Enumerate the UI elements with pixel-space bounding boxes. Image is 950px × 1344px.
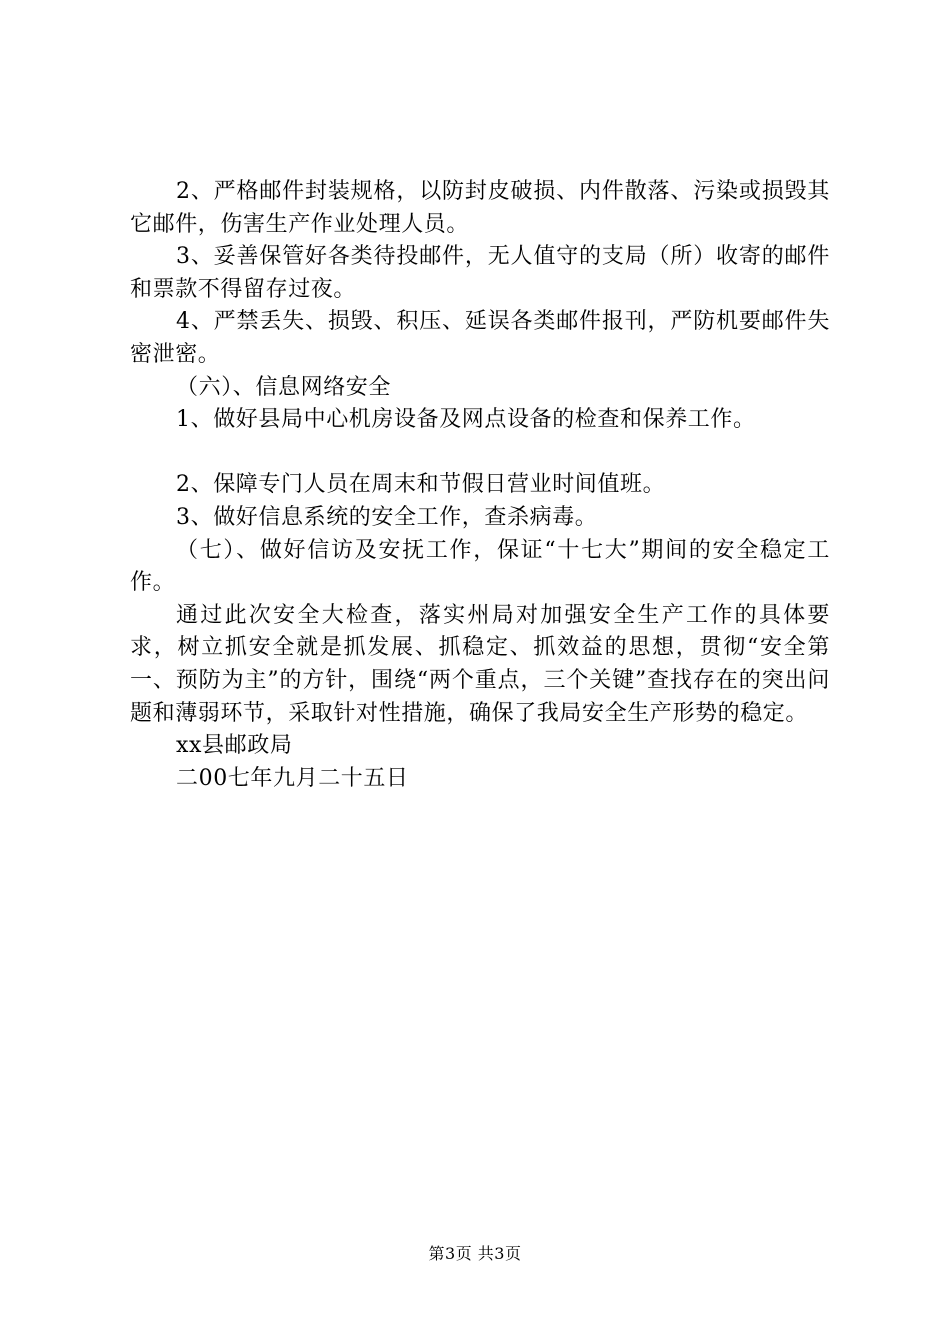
paragraph-item-6-3: 3、做好信息系统的安全工作，查杀病毒。 [176, 504, 598, 530]
signature-organization: xx县邮政局 [176, 733, 293, 759]
paragraph-item-3: 3、妥善保管好各类待投邮件，无人值守的支局（所）收寄的邮件和票款不得留存过夜。 [130, 244, 830, 302]
section-heading-7: （七）、做好信访及安抚工作，保证“十七大”期间的安全稳定工作。 [130, 537, 830, 596]
page-footer: 第3页 共3页 [428, 1244, 522, 1263]
paragraph-item-6-2: 2、保障专门人员在周末和节假日营业时间值班。 [176, 472, 666, 498]
paragraph-item-2: 2、严格邮件封装规格，以防封皮破损、内件散落、污染或损毁其它邮件，伤害生产作业处理人员。 [130, 179, 830, 237]
paragraph-item-4: 4、严禁丢失、损毁、积压、延误各类邮件报刊，严防机要邮件失密泄密。 [130, 309, 830, 367]
closing-paragraph: 通过此次安全大检查，落实州局对加强安全生产工作的具体要求，树立抓安全就是抓发展、抓稳定、抓效益的思想，贯彻“安全第一、预防为主”的方针，围绕“两个重点，三个关键”查找存在的突出问题和薄弱环节，采取针对性措施，确保了我局安全生产形势的稳定。 [130, 602, 830, 726]
signature-date: 二00七年九月二十五日 [176, 765, 409, 791]
blank-line [130, 437, 830, 470]
paragraph-item-6-1: 1、做好县局中心机房设备及网点设备的检查和保养工作。 [176, 407, 756, 433]
document-body [130, 176, 830, 795]
section-heading-6: （六）、信息网络安全 [176, 374, 392, 400]
